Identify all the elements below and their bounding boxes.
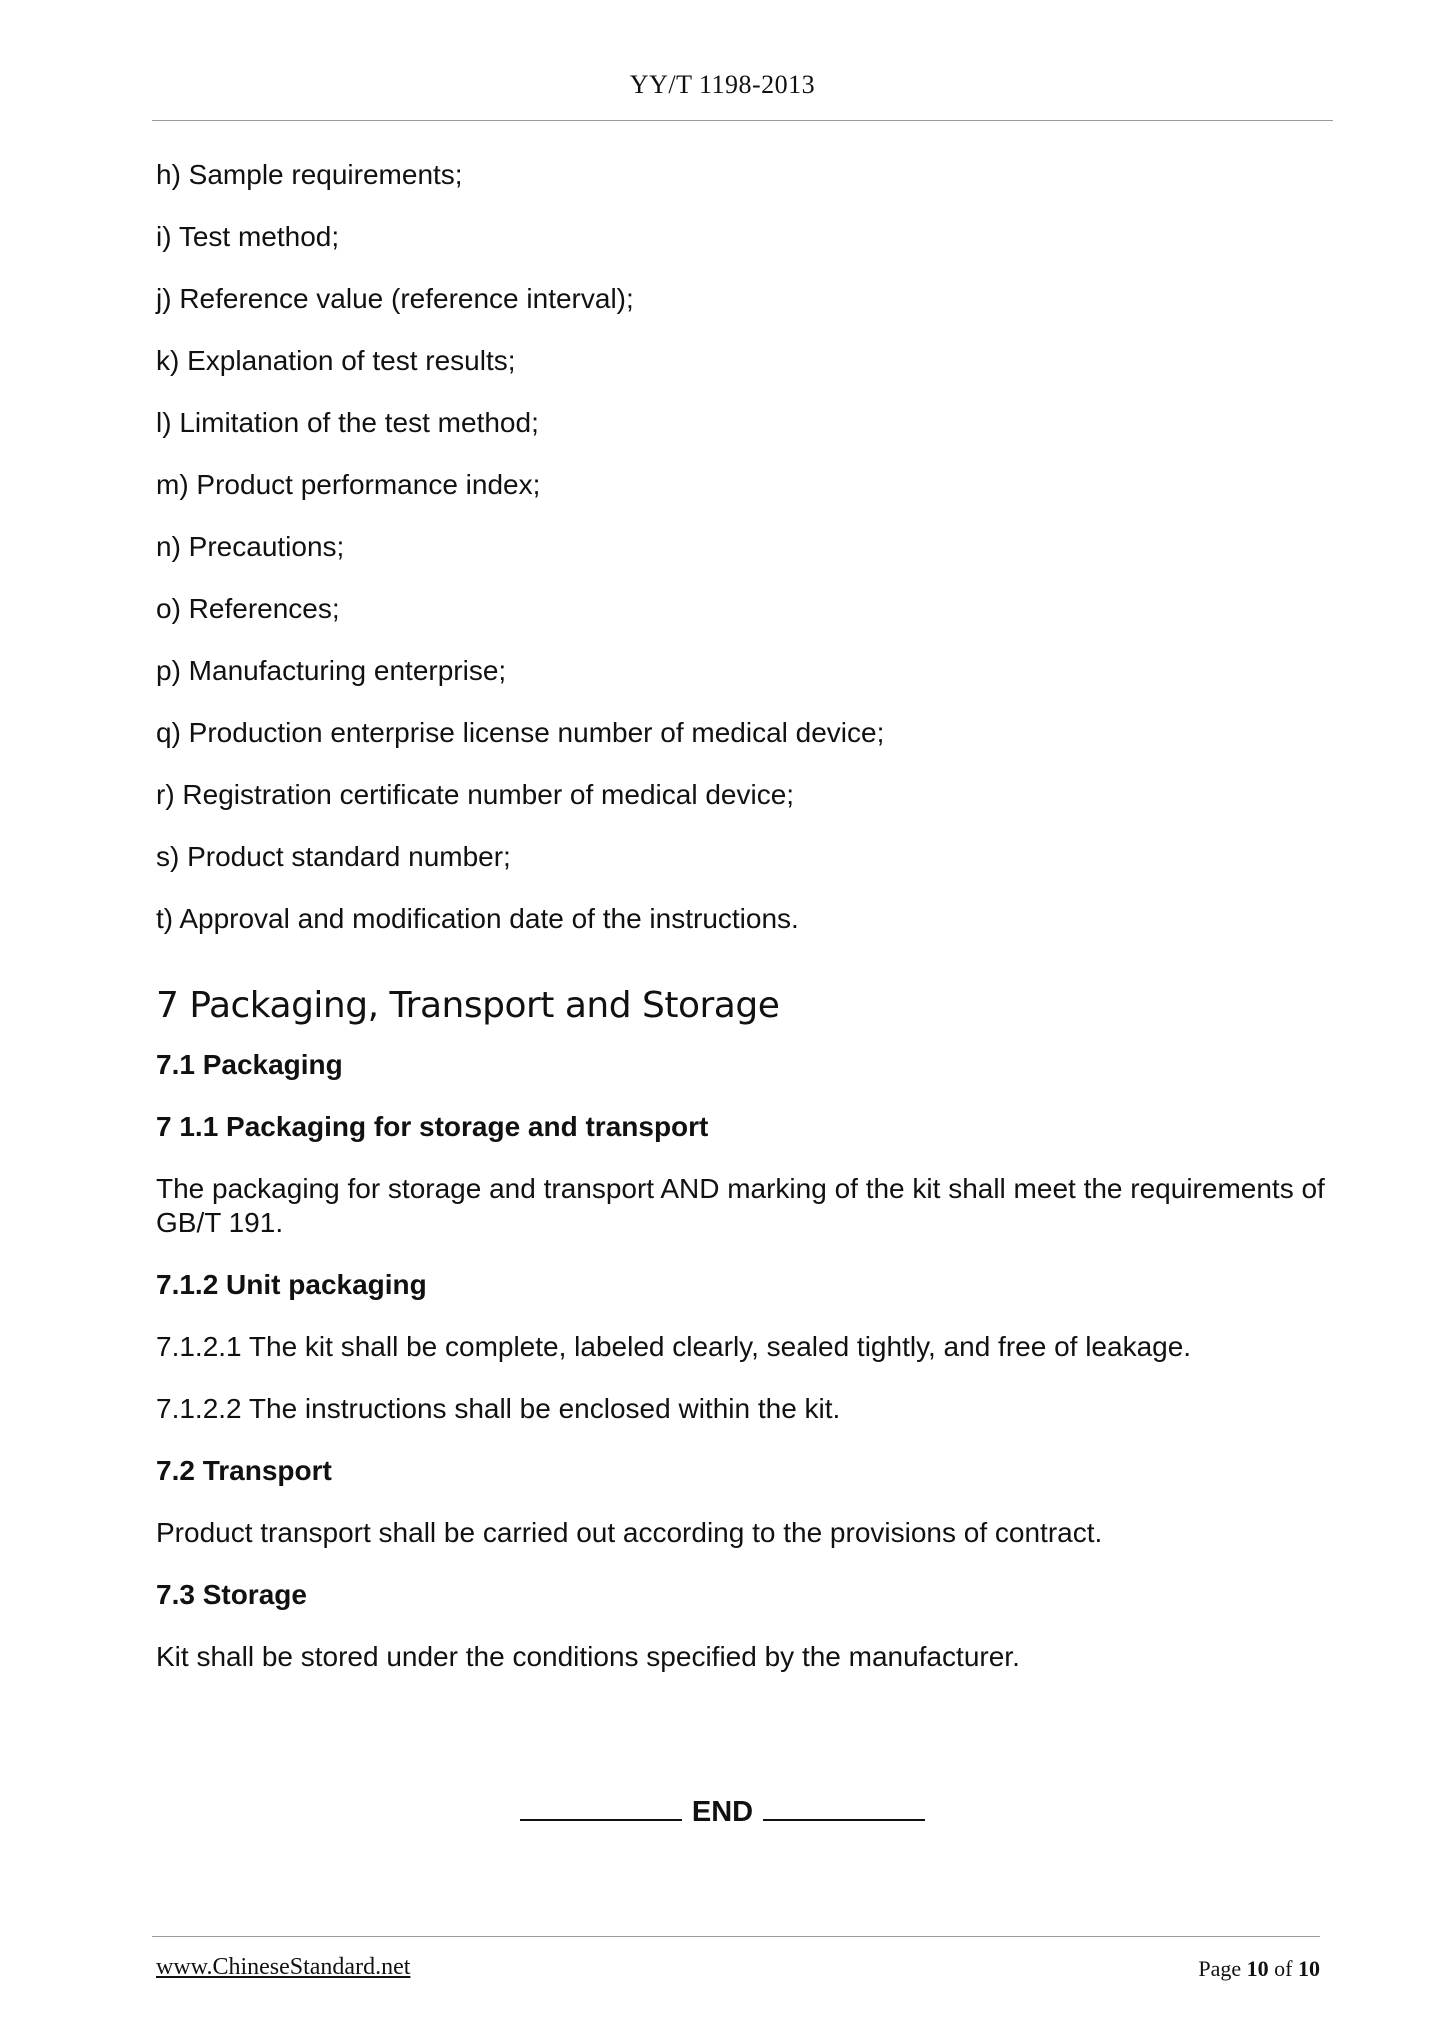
- header-divider: [152, 120, 1333, 121]
- page-number: [1198, 1956, 1320, 1982]
- list-item: m) Product performance index;: [156, 469, 541, 500]
- paragraph: Kit shall be stored under the conditions specified by the manufacturer.: [156, 1641, 1020, 1672]
- section-heading: 7 Packaging, Transport and Storage: [156, 985, 780, 1026]
- page-total: 10: [1298, 1956, 1320, 1981]
- subsection-heading: 7.2 Transport: [156, 1455, 332, 1486]
- page-current: 10: [1246, 1956, 1269, 1981]
- list-item: j) Reference value (reference interval);: [156, 283, 634, 314]
- subsection-heading: 7.3 Storage: [156, 1579, 307, 1610]
- list-item: q) Production enterprise license number of medical device;: [156, 717, 885, 748]
- end-rule-right: [763, 1795, 925, 1821]
- list-item: l) Limitation of the test method;: [156, 407, 539, 438]
- list-item: o) References;: [156, 593, 340, 624]
- paragraph: 7.1.2.1 The kit shall be complete, labeled clearly, sealed tightly, and free of leakage.: [156, 1331, 1192, 1362]
- paragraph: 7.1.2.2 The instructions shall be enclosed within the kit.: [156, 1393, 841, 1424]
- paragraph: The packaging for storage and transport AND marking of the kit shall meet the requirements of GB/T 191.: [156, 1173, 1325, 1238]
- subsection-heading: 7.1 Packaging: [156, 1049, 343, 1080]
- list-item: k) Explanation of test results;: [156, 345, 516, 376]
- end-marker: [0, 1795, 1445, 1829]
- list-item: p) Manufacturing enterprise;: [156, 655, 507, 686]
- page-content: [156, 158, 1336, 1702]
- page-of: of: [1274, 1956, 1293, 1981]
- website-link[interactable]: www.ChineseStandard.net: [156, 1954, 411, 1980]
- subsection-heading: 7 1.1 Packaging for storage and transport: [156, 1111, 709, 1142]
- end-label: END: [691, 1796, 754, 1828]
- list-item: i) Test method;: [156, 221, 340, 252]
- document-code-header: YY/T 1198-2013: [629, 70, 816, 99]
- list-item: t) Approval and modification date of the instructions.: [156, 903, 799, 934]
- list-item: n) Precautions;: [156, 531, 345, 562]
- subsection-heading: 7.1.2 Unit packaging: [156, 1269, 427, 1300]
- list-item: s) Product standard number;: [156, 841, 511, 872]
- end-rule-left: [520, 1795, 682, 1821]
- paragraph: Product transport shall be carried out according to the provisions of contract.: [156, 1517, 1103, 1548]
- page-word: Page: [1198, 1956, 1242, 1981]
- list-item: h) Sample requirements;: [156, 159, 463, 190]
- list-item: r) Registration certificate number of medical device;: [156, 779, 795, 810]
- footer-divider: [152, 1936, 1320, 1937]
